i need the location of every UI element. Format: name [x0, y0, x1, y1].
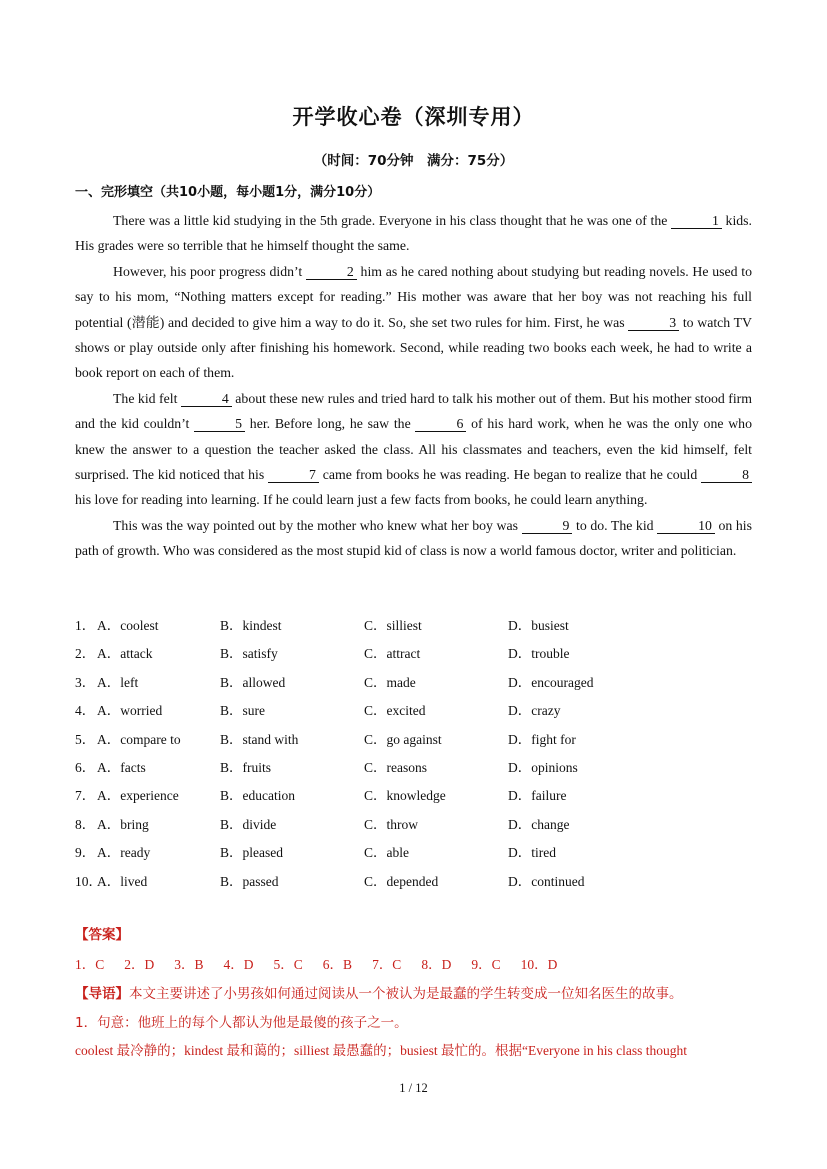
- option-c: C．throw: [364, 816, 418, 832]
- option-b: B．divide: [220, 816, 277, 832]
- answer-item: 10．D: [520, 957, 558, 972]
- question-row: [75, 870, 752, 898]
- passage-paragraph-3: [75, 386, 752, 513]
- option-c: C．knowledge: [364, 788, 446, 804]
- option-c: C．able: [364, 845, 409, 861]
- question-row: [75, 614, 752, 642]
- option-b: B．sure: [220, 703, 265, 719]
- blank-3: 3: [628, 316, 679, 331]
- question-number: 4．: [75, 703, 96, 719]
- passage-text: There was a little kid studying in the 5th grade. Everyone in his class thought that he was one of the: [113, 213, 671, 228]
- question-number: 1．: [75, 618, 96, 633]
- answer-item: 6．B: [322, 957, 353, 972]
- option-d: D．busiest: [508, 618, 569, 633]
- option-c: C．reasons: [364, 759, 427, 775]
- question-number: 2．: [75, 646, 96, 662]
- blank-1: 1: [671, 214, 722, 229]
- passage-text: The kid felt: [113, 390, 181, 406]
- question-row: [75, 784, 752, 812]
- blank-7: 7: [268, 468, 319, 483]
- passage-text: him as he cared nothing about studying but reading novels. He used to say to his mom, “Nothing matters except for reading.” His mother was aware that her boy was not reaching his full potential (潜能) and decided to give him a way to do it. So, she set two rules for him. First, he was: [75, 263, 752, 330]
- blank-2: 2: [306, 265, 357, 280]
- page-title: 开学收心卷（深圳专用）: [292, 105, 535, 129]
- question-row: [75, 671, 752, 699]
- answer-item: 7．C: [372, 957, 402, 972]
- passage-text: to watch TV shows or play outside only after finishing his homework. Second, while reading two books each week, he had to write a book report on each of them.: [75, 314, 752, 381]
- option-a: A．left: [97, 674, 139, 690]
- question-row: [75, 728, 752, 756]
- question-number: 7．: [75, 788, 96, 804]
- blank-4: 4: [181, 392, 232, 407]
- intro-label: 【导语】: [75, 986, 129, 1002]
- passage-paragraph-1: [75, 208, 752, 259]
- passage-text: came from books he was reading. He began to realize that he could: [318, 467, 702, 483]
- blank-9: 9: [522, 519, 573, 534]
- question-row: [75, 813, 752, 841]
- passage-text: his love for reading into learning. If he could learn just a few facts from books, he could learn anything.: [75, 492, 648, 508]
- option-d: D．change: [508, 816, 570, 832]
- option-a: A．lived: [97, 873, 148, 889]
- option-d: D．fight for: [508, 731, 576, 747]
- option-c: C．excited: [364, 703, 426, 719]
- option-a: A．attack: [97, 646, 153, 662]
- option-b: B．stand with: [220, 731, 299, 747]
- option-d: D．tired: [508, 845, 556, 861]
- blank-10: 10: [657, 519, 715, 534]
- question-row: [75, 642, 752, 670]
- option-d: D．encouraged: [508, 674, 594, 690]
- option-d: D．crazy: [508, 703, 561, 719]
- option-b: B．fruits: [220, 759, 272, 775]
- passage-paragraph-4: [75, 513, 752, 564]
- answer-item: 9．C: [471, 957, 501, 972]
- option-c: C．made: [364, 674, 416, 690]
- option-c: C．go against: [364, 731, 442, 747]
- option-a: A．worried: [97, 703, 163, 719]
- question-row: [75, 699, 752, 727]
- intro-text: 本文主要讲述了小男孩如何通过阅读从一个被认为是最蠢的学生转变成一位知名医生的故事。: [129, 986, 683, 1002]
- answer-item: 5．C: [273, 957, 303, 972]
- option-b: B．passed: [220, 873, 279, 889]
- option-c: C．silliest: [364, 618, 422, 633]
- question-number: 10．: [75, 873, 102, 889]
- question-number: 8．: [75, 816, 96, 832]
- blank-6: 6: [415, 417, 466, 432]
- section-heading: 一、完形填空（共10小题，每小题1分，满分10分）: [75, 185, 381, 200]
- question-number: 6．: [75, 759, 96, 775]
- option-d: D．opinions: [508, 759, 578, 775]
- question-options: [75, 614, 752, 898]
- explanation-title: 1．句意：他班上的每个人都认为他是最傻的孩子之一。: [75, 1015, 408, 1031]
- option-d: D．continued: [508, 873, 585, 889]
- option-a: A．coolest: [97, 618, 159, 633]
- option-d: D．trouble: [508, 646, 570, 662]
- option-a: A．experience: [97, 788, 179, 804]
- intro-line: [75, 982, 752, 1002]
- passage-text: to do. The kid: [572, 517, 658, 533]
- option-b: B．satisfy: [220, 646, 278, 662]
- answer-item: 2．D: [124, 957, 155, 972]
- passage-text: kids. His grades were so terrible that he himself thought the same.: [75, 213, 752, 254]
- answer-item: 4．D: [223, 957, 254, 972]
- option-a: A．facts: [97, 759, 146, 775]
- answer-item: 8．D: [421, 957, 452, 972]
- answer-list: [75, 953, 752, 973]
- option-b: B．kindest: [220, 618, 282, 633]
- explanation-body: coolest 最冷静的；kindest 最和蔼的；silliest 最愚蠢的；busiest 最忙的。根据“Everyone in his class thought: [75, 1043, 687, 1058]
- cloze-passage: [75, 208, 752, 564]
- page-number: 1 / 12: [399, 1081, 428, 1095]
- question-number: 3．: [75, 674, 96, 690]
- option-b: B．pleased: [220, 845, 283, 861]
- option-c: C．attract: [364, 646, 421, 662]
- question-number: 9．: [75, 845, 96, 861]
- passage-text: on his path of growth. Who was considered as the most stupid kid of class is now a world famous doctor, writer and politician.: [75, 517, 752, 559]
- passage-text: her. Before long, he saw the: [245, 416, 416, 432]
- answer-heading: 【答案】: [75, 927, 129, 943]
- passage-text: about these new rules and tried hard to talk his mother out of them. But his mother stood firm and the kid couldn’t: [75, 390, 752, 432]
- passage-text: However, his poor progress didn’t: [113, 263, 306, 279]
- option-c: C．depended: [364, 873, 439, 889]
- blank-8: 8: [701, 468, 752, 483]
- option-a: A．ready: [97, 845, 151, 861]
- option-d: D．failure: [508, 788, 567, 804]
- passage-text: of his hard work, when he was the only one who knew the answer to a question the teacher asked the class. All his classmates and teachers, even the kid himself, felt surprised. The kid noticed that his: [75, 416, 752, 483]
- passage-paragraph-2: [75, 259, 752, 386]
- option-b: B．allowed: [220, 674, 286, 690]
- answer-item: 3．B: [174, 957, 204, 972]
- page-subtitle: （时间：70分钟 满分：75分）: [313, 153, 514, 169]
- option-b: B．education: [220, 788, 295, 804]
- option-a: A．compare to: [97, 731, 181, 747]
- blank-5: 5: [194, 417, 245, 432]
- question-number: 5．: [75, 731, 96, 747]
- answer-item: 1．C: [75, 957, 105, 972]
- question-row: [75, 756, 752, 784]
- option-a: A．bring: [97, 816, 149, 832]
- passage-text: This was the way pointed out by the mother who knew what her boy was: [113, 517, 522, 533]
- question-row: [75, 841, 752, 869]
